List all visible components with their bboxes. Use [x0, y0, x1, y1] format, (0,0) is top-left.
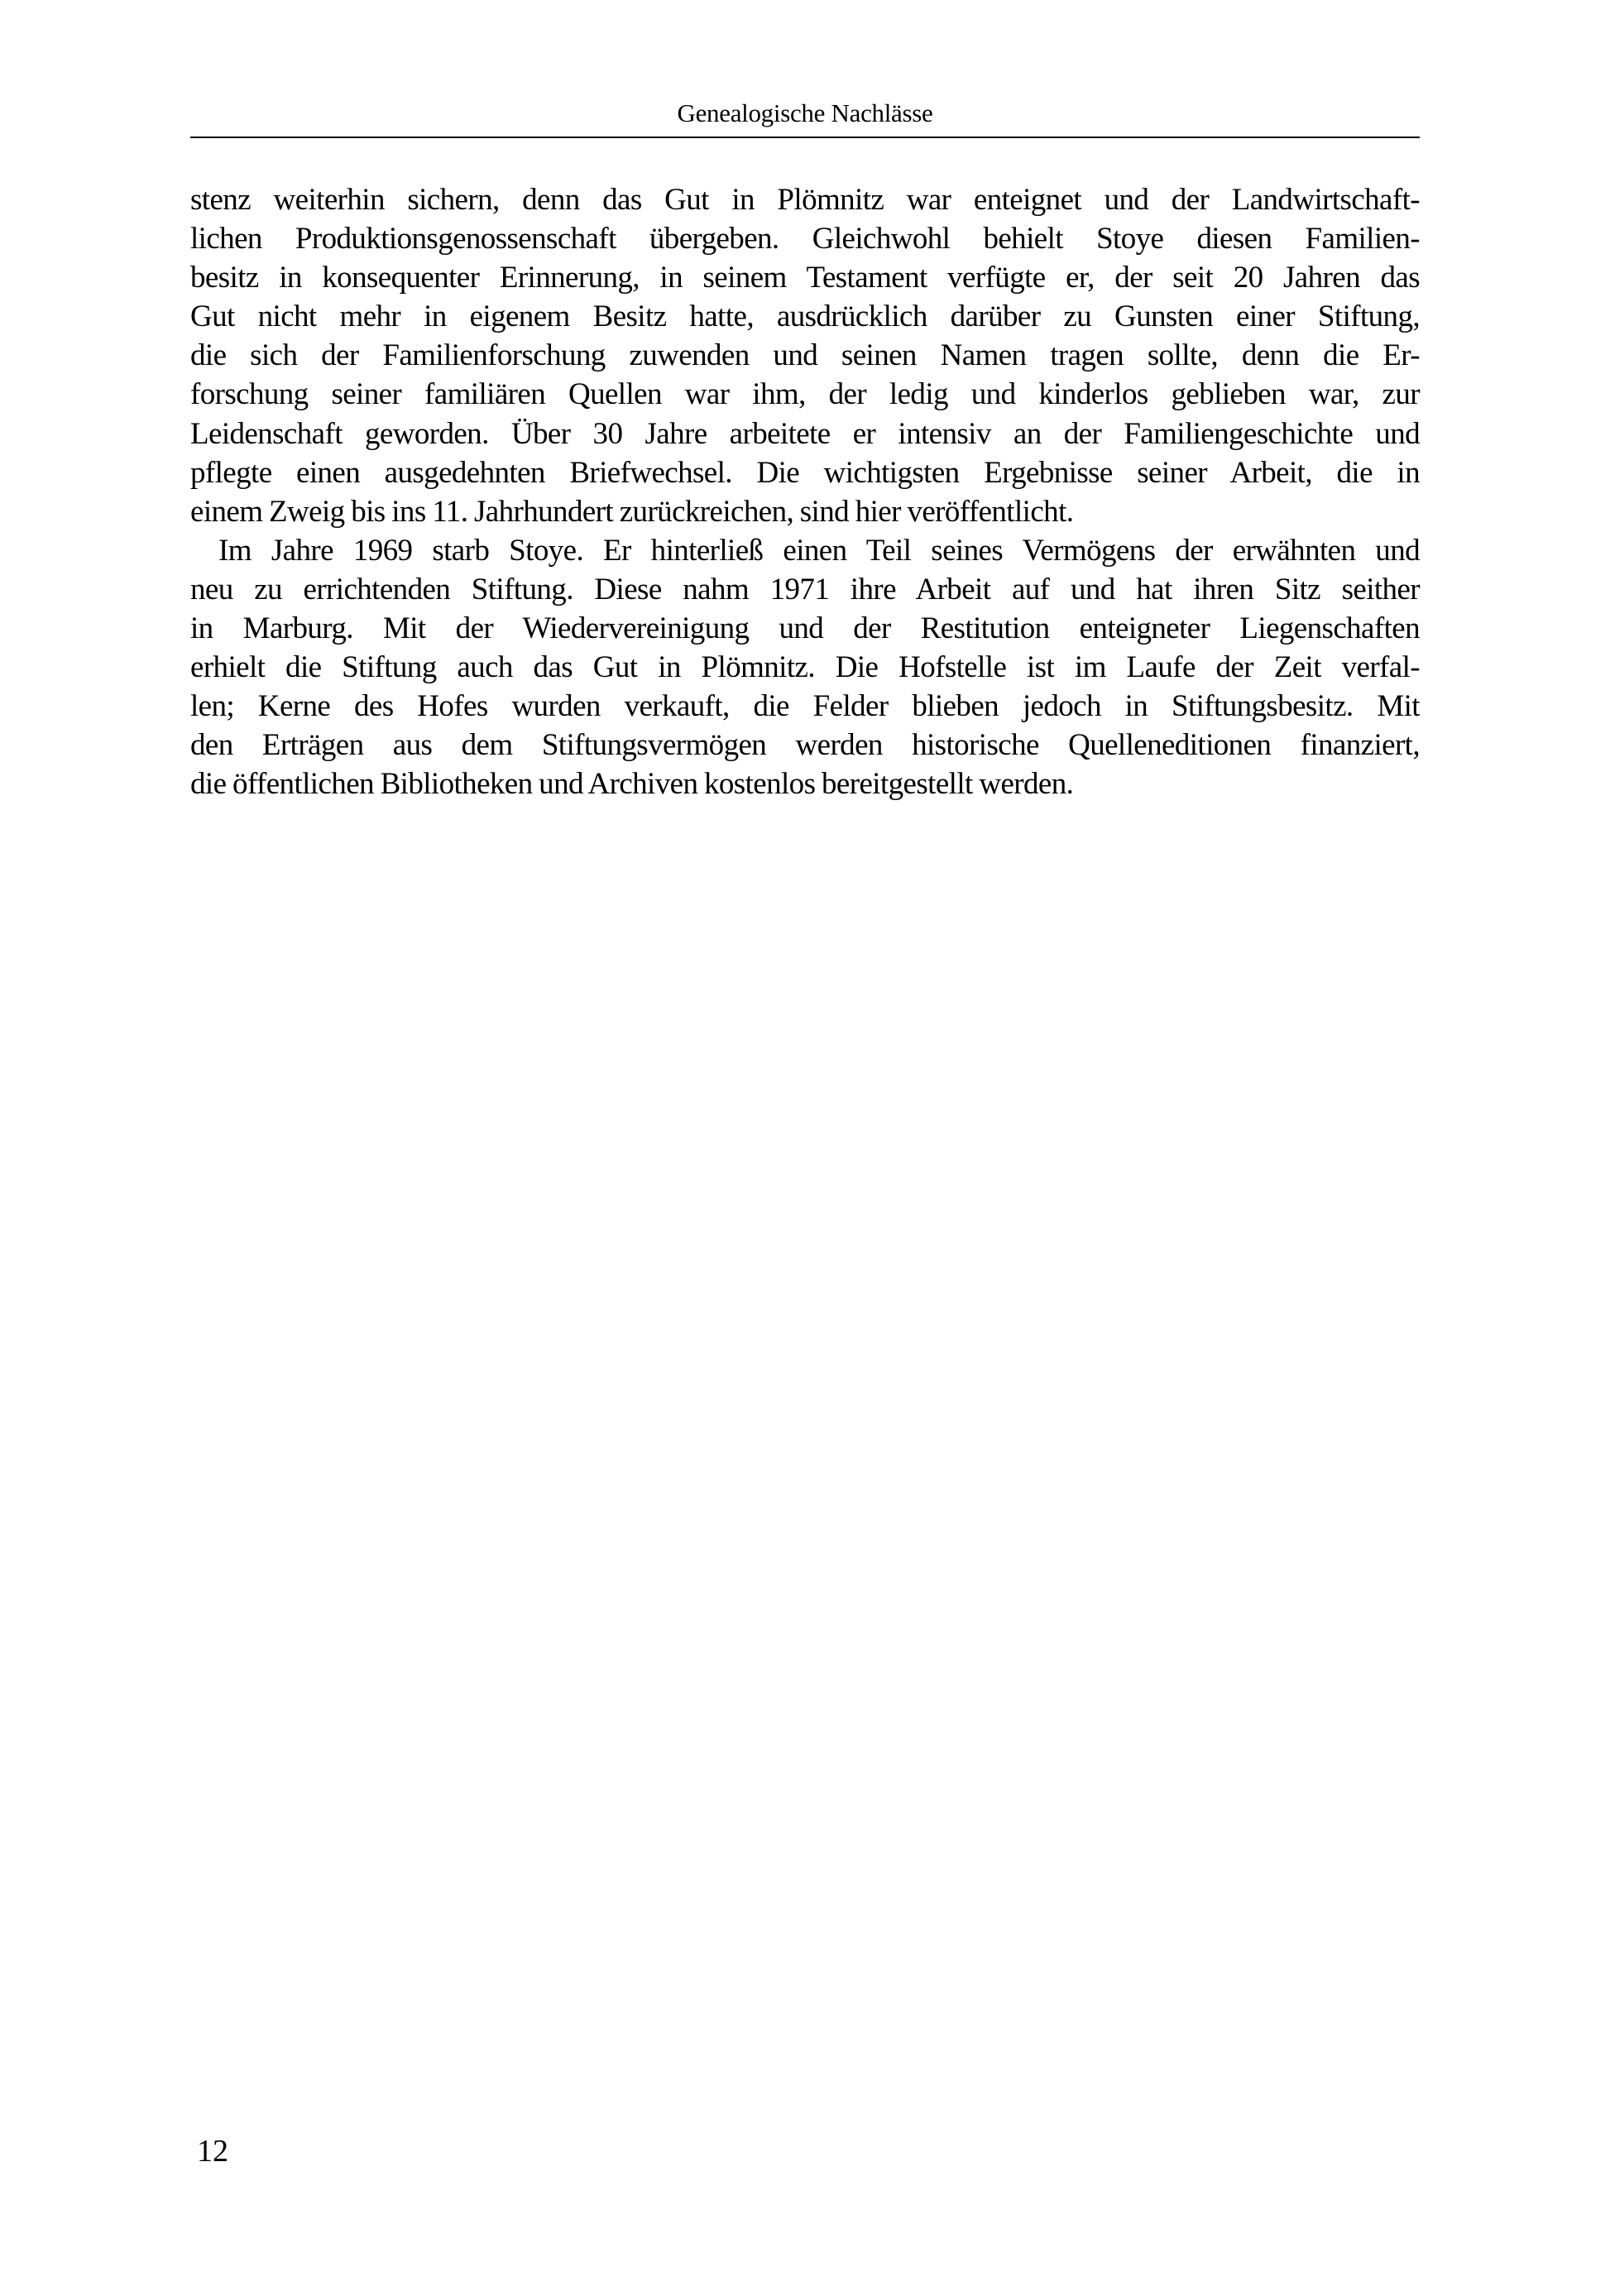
text-line: Gut nicht mehr in eigenem Besitz hatte, ausdrücklich darüber zu Gunsten einer Stiftung,: [190, 300, 1420, 334]
text-line: Leidenschaft geworden. Über 30 Jahre arbeitete er intensiv an der Familiengeschichte und: [190, 416, 1420, 451]
running-head-title: Genealogische Nachlässe: [677, 98, 933, 127]
text-line: forschung seiner familiären Quellen war ihm, der ledig und kinderlos geblieben war, zur: [190, 377, 1420, 412]
text-line: die sich der Familienforschung zuwenden und seinen Namen tragen sollte, denn die Er-: [190, 338, 1420, 373]
text-line: pflegte einen ausgedehnten Briefwechsel. Die wichtigsten Ergebnisse seiner Arbeit, die in: [190, 455, 1420, 490]
paragraph-2: [190, 531, 1420, 804]
body-text: [190, 180, 1420, 804]
text-line: einem Zweig bis ins 11. Jahrhundert zurückreichen, sind hier veröffentlicht.: [190, 494, 1074, 529]
text-line: in Marburg. Mit der Wiedervereinigung und der Restitution enteigneter Liegenschaften: [190, 611, 1420, 646]
page-number: 12: [197, 2134, 228, 2169]
text-line: lichen Produktionsgenossenschaft übergeben. Gleichwohl behielt Stoye diesen Familien-: [190, 222, 1420, 256]
text-line: besitz in konsequenter Erinnerung, in seinem Testament verfügte er, der seit 20 Jahren das: [190, 261, 1420, 295]
text-line: den Erträgen aus dem Stiftungsvermögen werden historische Quelleneditionen finanziert,: [190, 728, 1420, 763]
text-line: erhielt die Stiftung auch das Gut in Plömnitz. Die Hofstelle ist im Laufe der Zeit verfal-: [190, 650, 1420, 685]
text-line: len; Kerne des Hofes wurden verkauft, die Felder blieben jedoch in Stiftungsbesitz. Mit: [190, 689, 1420, 724]
text-line: die öffentlichen Bibliotheken und Archiven kostenlos bereitgestellt werden.: [190, 767, 1074, 802]
text-line: Im Jahre 1969 starb Stoye. Er hinterließ einen Teil seines Vermögens der erwähnten und: [218, 533, 1420, 568]
header-rule: [190, 137, 1420, 138]
text-line: stenz weiterhin sichern, denn das Gut in Plömnitz war enteignet und der Landwirtschaft-: [190, 183, 1420, 217]
paragraph-1: [190, 180, 1420, 531]
text-line: neu zu errichtenden Stiftung. Diese nahm 1971 ihre Arbeit auf und hat ihren Sitz seither: [190, 572, 1420, 606]
